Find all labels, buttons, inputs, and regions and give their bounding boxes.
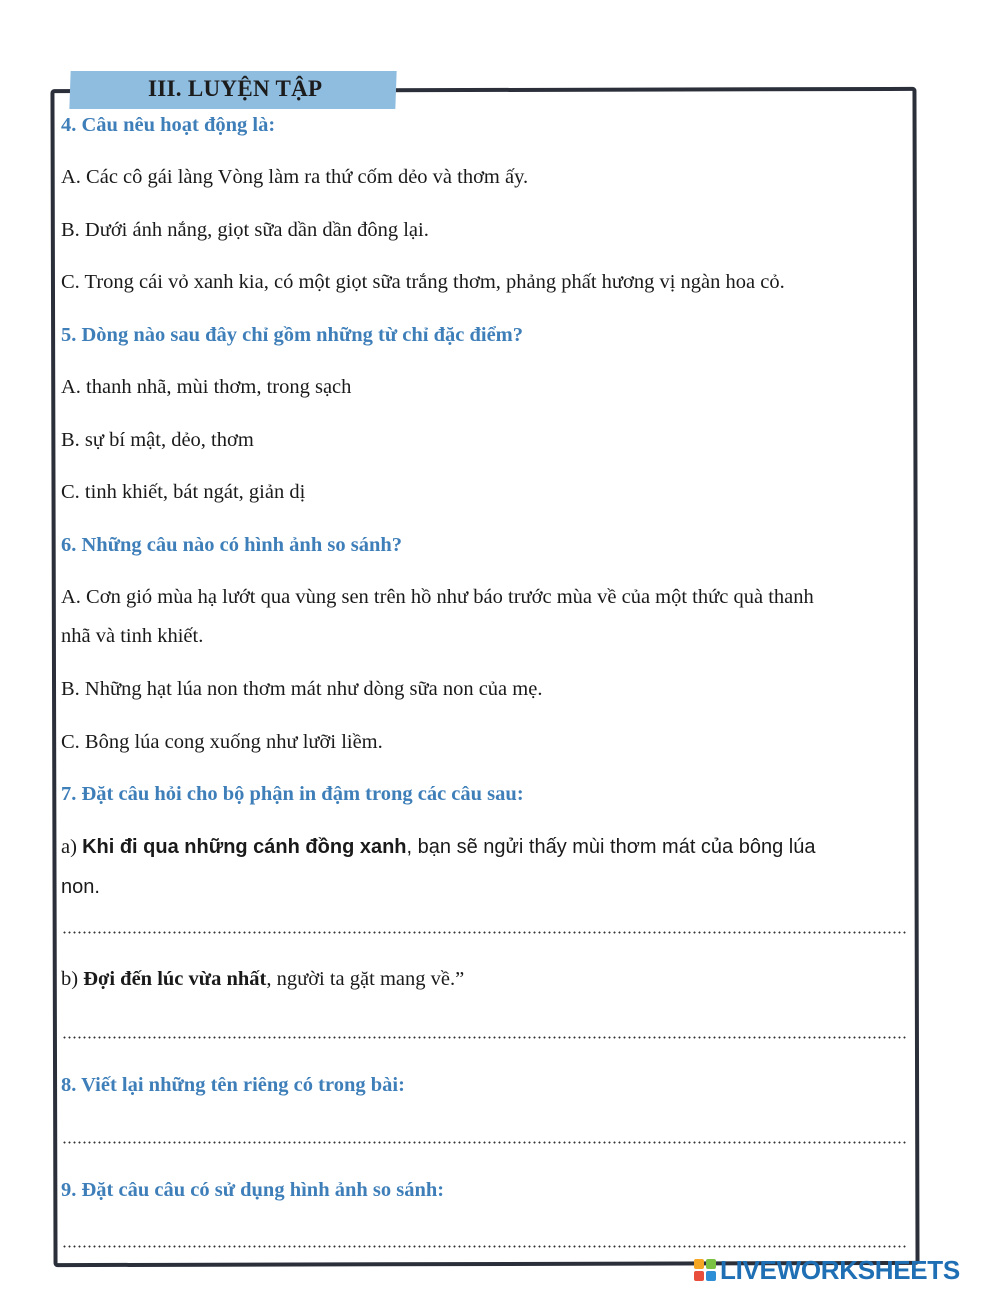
question-4-option-c[interactable]: C. Trong cái vỏ xanh kia, có một giọt sữa trắng thơm, phảng phất hương vị ngàn hoa cỏ.: [61, 271, 785, 293]
question-6-option-a-line1: A. Cơn gió mùa hạ lướt qua vùng sen trên hồ như báo trước mùa về của một thức quà thanh: [61, 586, 814, 608]
logo-square: [706, 1259, 716, 1269]
item-b-rest: , người ta gặt mang về.”: [266, 968, 465, 990]
item-b-prefix: b): [61, 968, 84, 990]
question-5-title: 5. Dòng nào sau đây chỉ gồm những từ chỉ đặc điểm?: [61, 324, 524, 346]
logo-square: [694, 1271, 704, 1281]
liveworksheets-logo: [694, 1256, 960, 1284]
question-6-option-c[interactable]: C. Bông lúa cong xuống như lưỡi liềm.: [61, 731, 383, 753]
question-9-title: 9. Đặt câu câu có sử dụng hình ảnh so sánh:: [61, 1179, 445, 1201]
answer-line-8[interactable]: [62, 1141, 907, 1144]
question-4-title: 4. Câu nêu hoạt động là:: [61, 114, 276, 136]
answer-line-7b[interactable]: [62, 1036, 907, 1039]
logo-square: [706, 1271, 716, 1281]
item-a-prefix: a): [61, 836, 83, 858]
question-5-option-c[interactable]: C. tinh khiết, bát ngát, giản dị: [61, 481, 306, 503]
question-7-item-b: [61, 969, 464, 990]
section-title: III. LUYỆN TẬP: [148, 76, 323, 101]
question-5-option-a[interactable]: A. thanh nhã, mùi thơm, trong sạch: [61, 376, 352, 398]
item-a-bold-part: Khi đi qua những cánh đồng xanh: [82, 836, 407, 858]
answer-line-7a[interactable]: [62, 931, 907, 934]
question-4-option-a[interactable]: A. Các cô gái làng Vòng làm ra thứ cốm dẻo và thơm ấy.: [61, 166, 529, 188]
answer-line-9[interactable]: [62, 1245, 907, 1248]
question-6-option-b[interactable]: B. Những hạt lúa non thơm mát như dòng sữa non của mẹ.: [61, 678, 543, 700]
item-b-bold-part: Đợi đến lúc vừa nhất: [83, 968, 267, 990]
logo-square: [694, 1259, 704, 1269]
item-a-rest: , bạn sẽ ngửi thấy mùi thơm mát của bông lúa: [406, 836, 816, 858]
question-7-title: 7. Đặt câu hỏi cho bộ phận in đậm trong các câu sau:: [61, 783, 524, 805]
logo-squares-icon: [694, 1259, 716, 1281]
question-5-option-b[interactable]: B. sự bí mật, dẻo, thơm: [61, 429, 254, 451]
logo-text: LIVEWORKSHEETS: [720, 1254, 960, 1285]
question-7-item-a-line2: non.: [61, 876, 100, 898]
question-7-item-a: [61, 837, 815, 858]
question-4-option-b[interactable]: B. Dưới ánh nắng, giọt sữa dần dần đông lại.: [61, 219, 429, 241]
question-6-option-a-line2: nhã và tinh khiết.: [61, 625, 204, 647]
question-8-title: 8. Viết lại những tên riêng có trong bài:: [61, 1074, 405, 1096]
question-6-title: 6. Những câu nào có hình ảnh so sánh?: [61, 534, 402, 556]
